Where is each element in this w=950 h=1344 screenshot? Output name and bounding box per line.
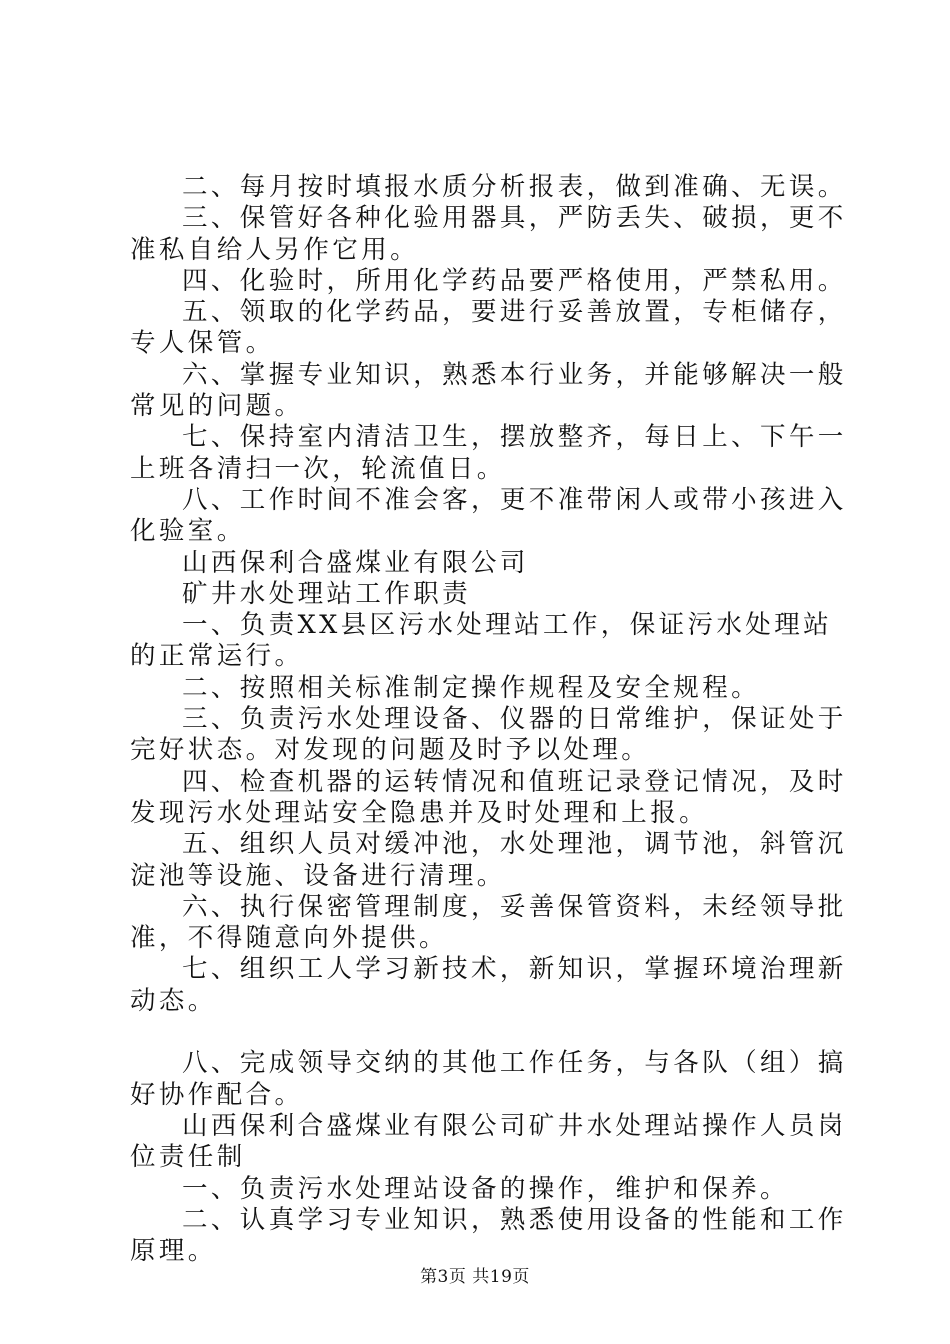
paragraph-chemical-storage: 五、领取的化学药品，要进行妥善放置，专柜储存，专人保管。 xyxy=(130,297,847,359)
paragraph-duty-6: 六、执行保密管理制度，妥善保管资料，未经领导批准，不得随意向外提供。 xyxy=(130,891,847,954)
paragraph-duty-1: 一、负责XX县区污水处理站工作，保证污水处理站的正常运行。 xyxy=(130,610,833,672)
paragraph-cleaning: 七、保持室内清洁卫生，摆放整齐，每日上、下午一上班各清扫一次，轮流值日。 xyxy=(130,422,847,484)
page-number-footer: 第3页 共19页 xyxy=(420,1267,530,1287)
section-title-station-duties: 矿井水处理站工作职责 xyxy=(182,578,472,609)
paragraph-no-visitors: 八、工作时间不准会客，更不准带闲人或带小孩进入化验室。 xyxy=(130,484,847,547)
paragraph-equipment-care: 三、保管好各种化验用器具，严防丢失、破损，更不准私自给人另作它用。 xyxy=(130,203,847,265)
paragraph-duty-2: 二、按照相关标准制定操作规程及安全规程。 xyxy=(182,672,761,703)
document-body xyxy=(130,172,850,1267)
paragraph-duty-7: 七、组织工人学习新技术，新知识，掌握环境治理新动态。 xyxy=(130,954,847,1016)
paragraph-monthly-report: 二、每月按时填报水质分析报表，做到准确、无误。 xyxy=(182,172,847,202)
company-name: 山西保利合盛煤业有限公司 xyxy=(182,547,529,578)
paragraph-duty-4: 四、检查机器的运转情况和值班记录登记情况，及时发现污水处理站安全隐患并及时处理和上报。 xyxy=(130,766,847,828)
paragraph-professional-knowledge: 六、掌握专业知识，熟悉本行业务，并能够解决一般常见的问题。 xyxy=(130,359,847,422)
paragraph-duty-8: 八、完成领导交纳的其他工作任务，与各队（组）搞好协作配合。 xyxy=(130,1048,847,1110)
paragraph-chemical-use: 四、化验时，所用化学药品要严格使用，严禁私用。 xyxy=(182,265,847,296)
section-title-operator-responsibility: 山西保利合盛煤业有限公司矿井水处理站操作人员岗位责任制 xyxy=(130,1110,847,1173)
paragraph-operator-2: 二、认真学习专业知识，熟悉使用设备的性能和工作原理。 xyxy=(130,1204,847,1267)
paragraph-duty-5: 五、组织人员对缓冲池，水处理池，调节池，斜管沉淀池等设施、设备进行清理。 xyxy=(130,829,847,891)
paragraph-operator-1: 一、负责污水处理站设备的操作，维护和保养。 xyxy=(182,1173,789,1204)
paragraph-duty-3: 三、负责污水处理设备、仪器的日常维护，保证处于完好状态。对发现的问题及时予以处理。 xyxy=(130,704,847,766)
blank-line xyxy=(130,1017,850,1048)
